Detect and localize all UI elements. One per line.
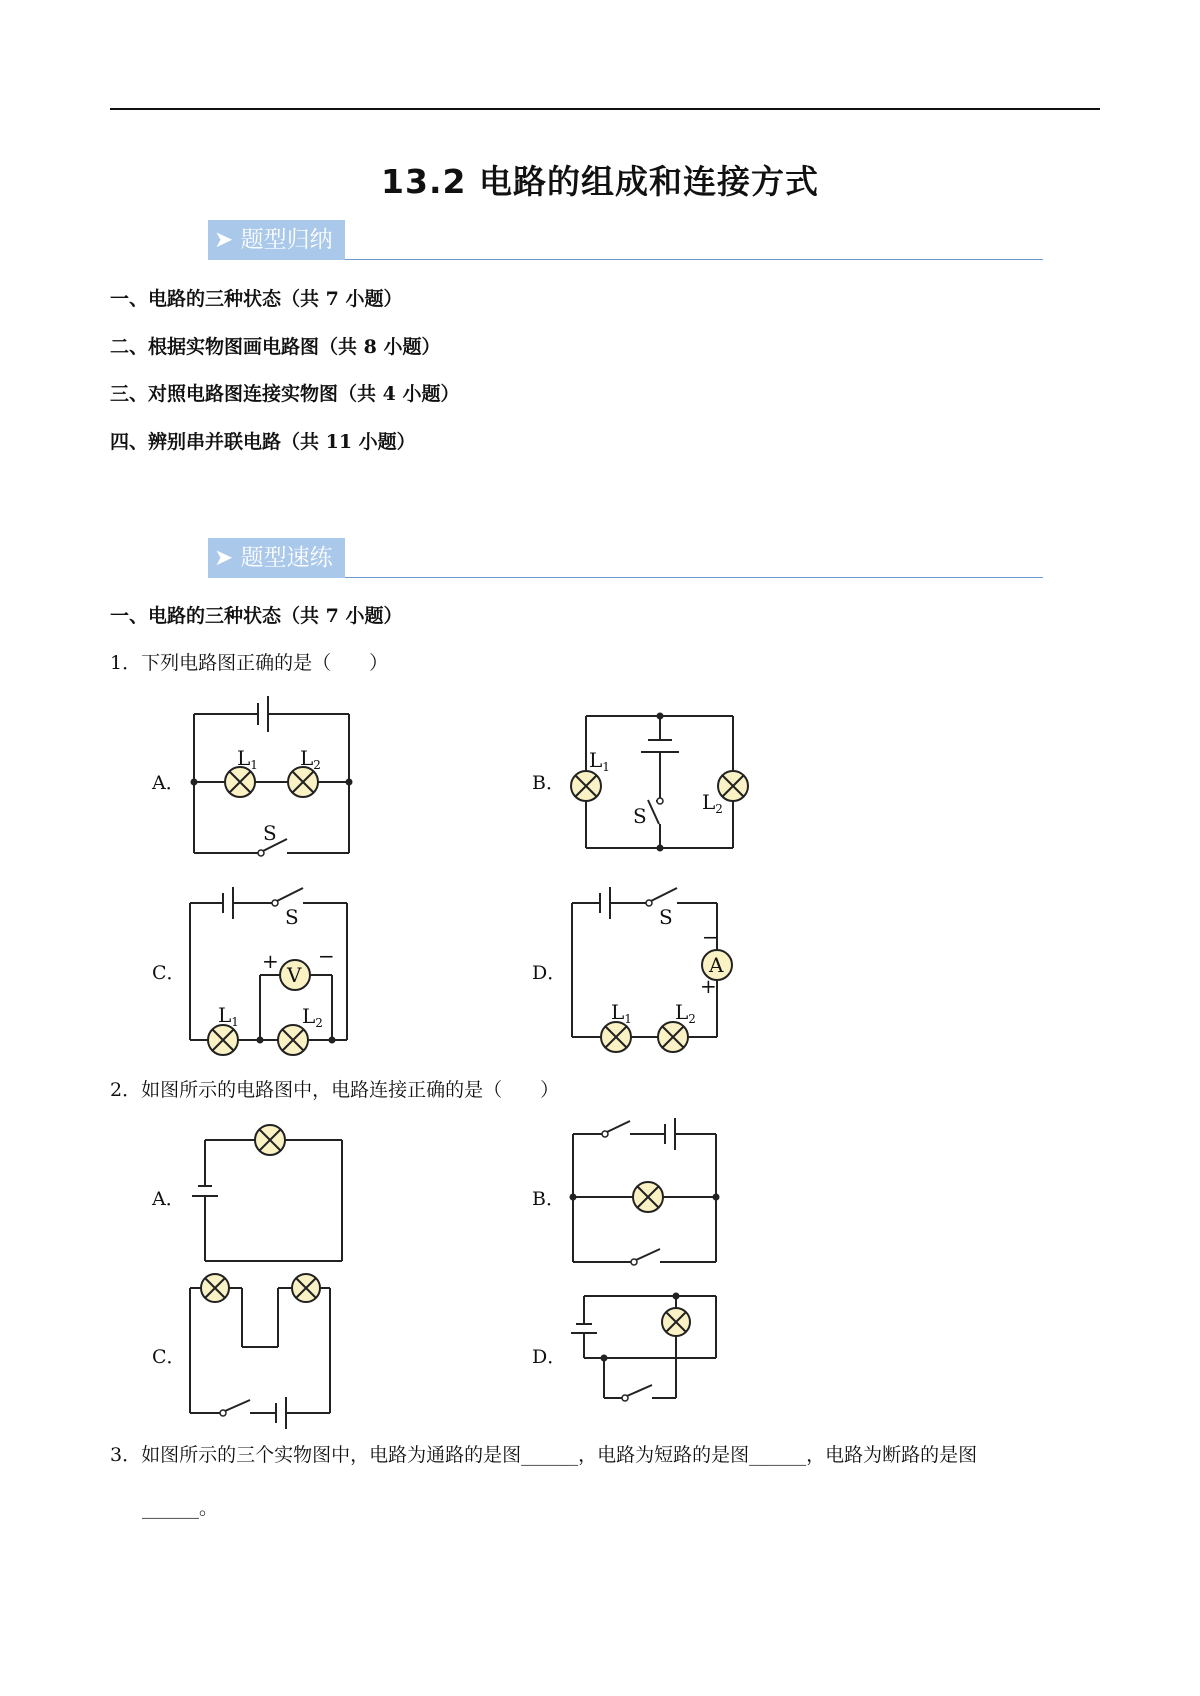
q1-c-plus: + (262, 949, 279, 973)
q1-a-s-label: S (263, 821, 277, 845)
question-2: 2．如图所示的电路图中，电路连接正确的是（ ） (110, 1079, 560, 1101)
q1-d-l1-label: $L_1$ (611, 1000, 632, 1026)
q1-c-minus: − (318, 944, 335, 968)
q2-a-lamp (255, 1125, 285, 1155)
q1-option-d-label: D． (532, 962, 567, 984)
toc-item-3: 三、对照电路图连接实物图（共 4 小题） (110, 383, 460, 405)
toc-item-2: 二、根据实物图画电路图（共 8 小题） (110, 336, 441, 358)
q1-option-c-label: C． (152, 962, 186, 984)
q2-circuit-a (192, 1140, 342, 1261)
q1-a-l2-label: $L_2$ (300, 746, 321, 772)
question-1: 1．下列电路图正确的是（ ） (110, 652, 389, 674)
q2-option-a-label: A． (152, 1188, 185, 1210)
q2-switch-terminals (220, 1131, 637, 1416)
q1-d-s-label: S (659, 905, 673, 929)
toc-item-4: 四、辨别串并联电路（共 11 小题） (110, 431, 416, 453)
section-heading: 一、电路的三种状态（共 7 小题） (110, 605, 403, 627)
q2-option-c-label: C． (152, 1346, 186, 1368)
q1-c-l2-label: $L_2$ (302, 1004, 323, 1030)
q2-c-lamp-right (292, 1274, 320, 1302)
toc-item-1: 一、电路的三种状态（共 7 小题） (110, 288, 403, 310)
banner-summary-label: ➤ 题型归纳 (208, 220, 345, 260)
q2-c-lamp-left (201, 1274, 229, 1302)
q2-option-d-label: D． (532, 1346, 567, 1368)
q1-d-l2-label: $L_2$ (675, 1000, 696, 1026)
q2-option-b-label: B． (532, 1188, 565, 1210)
q1-c-l1-label: $L_1$ (218, 1003, 239, 1029)
q1-b-l2-label: $L_2$ (702, 790, 723, 816)
q2-circuit-d (571, 1296, 716, 1398)
q1-b-l1-label: $L_1$ (589, 748, 610, 774)
q1-option-b-label: B． (532, 772, 565, 794)
q2-b-lamp (633, 1182, 663, 1212)
q1-d-ammeter-label: A (709, 953, 724, 977)
q1-option-a-label: A． (152, 772, 185, 794)
page-title: 13.2 电路的组成和连接方式 (381, 162, 819, 201)
q1-d-plus: + (700, 974, 717, 998)
q2-junction-dots (570, 1194, 720, 1362)
q1-b-s-label: S (633, 804, 647, 828)
question-3-cont: ______。 (142, 1497, 219, 1519)
q2-circuit-c (190, 1288, 330, 1429)
q1-c-voltmeter-label: V (287, 963, 302, 987)
q1-d-minus: − (702, 925, 719, 949)
banner-practice-label: ➤ 题型速练 (208, 538, 345, 578)
q1-c-s-label: S (285, 905, 299, 929)
question-3: 3．如图所示的三个实物图中，电路为通路的是图______，电路为短路的是图______，电路为断路的是图 (110, 1444, 978, 1466)
q2-d-lamp (662, 1308, 690, 1336)
q1-a-l1-label: $L_1$ (237, 746, 258, 772)
